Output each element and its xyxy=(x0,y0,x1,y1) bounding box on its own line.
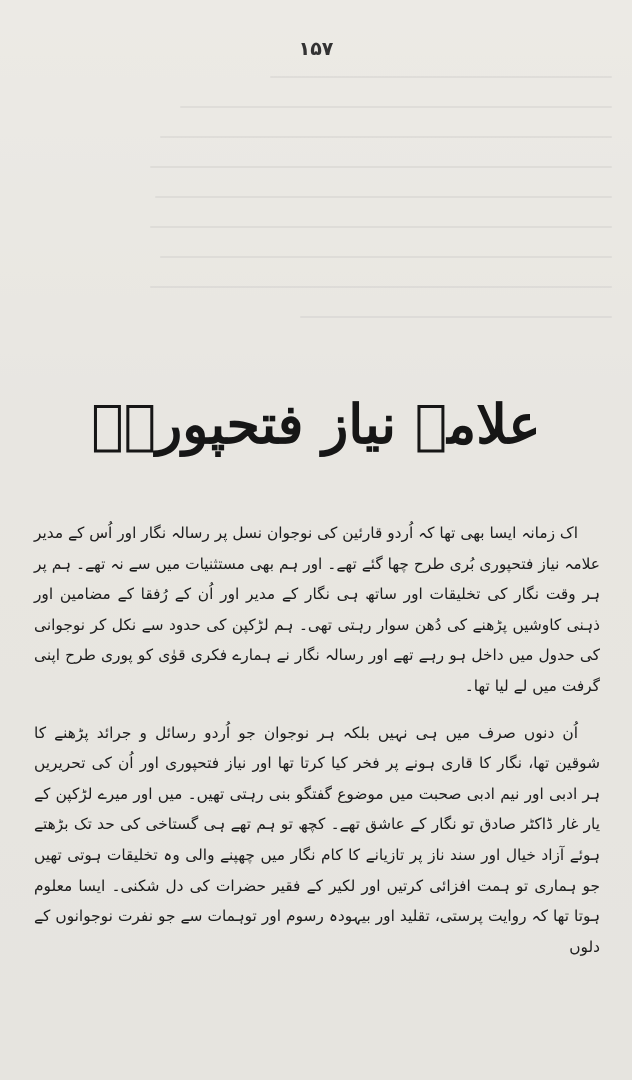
bleed-through-line xyxy=(180,106,612,108)
body-text xyxy=(34,518,600,962)
bleed-through-line xyxy=(160,136,612,138)
bleed-through-line xyxy=(160,256,612,258)
bleed-through-line xyxy=(270,76,612,78)
bleed-through-line xyxy=(155,196,612,198)
bleed-through-line xyxy=(300,316,612,318)
chapter-title: علامہ نیاز فتحپوریؒ xyxy=(91,392,541,456)
bleed-through-line xyxy=(150,166,612,168)
paragraph: اُن دنوں صرف میں ہی نہیں بلکہ ہر نوجوان جو اُردو رسائل و جرائد پڑھنے کا شوقین تھا، نگار کا قاری ہونے پر فخر کیا کرتا تھا اور نیاز فتحپوری اور اُن کی تحریریں ہر ادبی اور نیم ادبی صحبت میں موضوع گفتگو بنی رہتی تھیں۔ میں اور میرے لڑکپن کے یار غار ڈاکٹر صادق تو نگار کے عاشق تھے۔ کچھ تو ہم تھے ہی گستاخی کی حد تک بڑھتے ہوئے آزاد خیال اور سند ناز پر تازیانے کا کام نگار میں چھپنے والی وہ تخلیقات ہوتی تھیں جو ہماری تو ہمت افزائی کرتیں اور لکیر کے فقیر حضرات کی دل شکنی۔ ایسا معلوم ہوتا تھا کہ روایت پرستی، تقلید اور بیہودہ رسوم اور توہمات سے جو نفرت نوجوانوں کے دلوں xyxy=(34,723,600,956)
bleed-through-line xyxy=(150,226,612,228)
bleed-through-line xyxy=(150,286,612,288)
page-number: ۱۵۷ xyxy=(298,38,334,60)
paragraph: اک زمانہ ایسا بھی تھا کہ اُردو قارئین کی نوجوان نسل پر رسالہ نگار اور اُس کے مدیر علامہ نیاز فتحپوری بُری طرح چھا گئے تھے۔ اور ہم بھی مستثنیات میں سے نہ تھے۔ ہم پر ہر وقت نگار کی تخلیقات اور ساتھ ہی نگار کے مدیر اور اُن کے رُفقا کے مضامین اور ذہنی کاوشیں پڑھنے کی دُھن سوار رہتی تھی۔ ہم لڑکپن کی حدود سے نکل کر نوجوانی کی حدول میں داخل ہو رہے تھے اور رسالہ نگار نے ہمارے فکری قوٰی کو پوری طرح اپنی گرفت میں لے لیا تھا۔ xyxy=(34,524,600,695)
